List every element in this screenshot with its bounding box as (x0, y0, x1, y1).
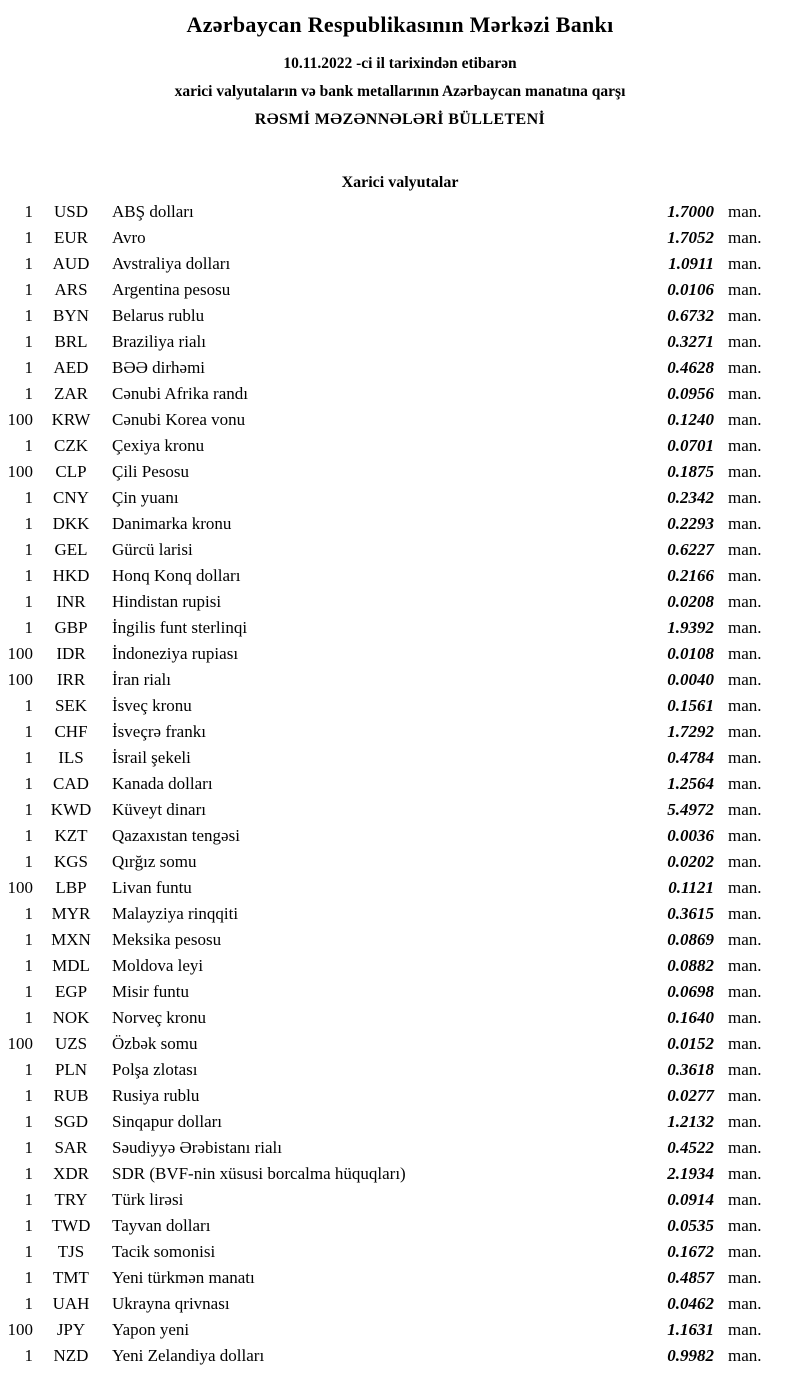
currency-quantity: 1 (24, 1242, 33, 1261)
table-row (0, 1291, 800, 1317)
currency-rate: 1.2564 (667, 774, 714, 793)
currency-unit: man. (728, 644, 762, 663)
currency-code: USD (53, 202, 88, 221)
currency-code: CHF (54, 722, 88, 741)
currency-rate: 0.1672 (667, 1242, 714, 1261)
currency-name: Qırğız somu (112, 852, 197, 871)
currency-unit: man. (728, 566, 762, 585)
currency-code: BRL (54, 332, 88, 351)
currency-code: TRY (54, 1190, 88, 1209)
table-row (0, 459, 800, 485)
currency-unit: man. (728, 1320, 762, 1339)
currency-quantity: 1 (24, 228, 33, 247)
currency-rate: 1.1631 (667, 1320, 714, 1339)
currency-name: Danimarka kronu (112, 514, 232, 533)
currency-code: EUR (54, 228, 88, 247)
currency-quantity: 1 (24, 1164, 33, 1183)
table-row (0, 1005, 800, 1031)
table-row (0, 719, 800, 745)
currency-unit: man. (728, 670, 762, 689)
currency-quantity: 1 (24, 488, 33, 507)
currency-rate: 0.0869 (667, 930, 714, 949)
currency-quantity: 1 (24, 540, 33, 559)
currency-quantity: 1 (24, 1086, 33, 1105)
currency-code: ARS (54, 280, 88, 299)
document-header (0, 0, 800, 134)
currency-unit: man. (728, 722, 762, 741)
currency-name: Ukrayna qrivnası (112, 1294, 230, 1313)
currency-code: NZD (53, 1346, 89, 1365)
currency-unit: man. (728, 1190, 762, 1209)
currency-quantity: 1 (24, 306, 33, 325)
currency-name: Hindistan rupisi (112, 592, 222, 611)
currency-code: INR (56, 592, 86, 611)
currency-rate: 0.1121 (668, 878, 714, 897)
currency-code: KZT (54, 826, 88, 845)
currency-name: Yeni Zelandiya dolları (112, 1346, 265, 1365)
currency-code: CNY (53, 488, 89, 507)
currency-unit: man. (728, 228, 762, 247)
currency-quantity: 1 (24, 1138, 33, 1157)
table-row (0, 407, 800, 433)
table-row (0, 979, 800, 1005)
currency-quantity: 1 (24, 384, 33, 403)
currency-code: SGD (53, 1112, 88, 1131)
currency-quantity: 1 (24, 332, 33, 351)
currency-unit: man. (728, 540, 762, 559)
currency-quantity: 100 (7, 1320, 33, 1339)
currency-unit: man. (728, 878, 762, 897)
currency-name: Cənubi Afrika randı (112, 384, 248, 403)
currency-code: XDR (53, 1164, 89, 1183)
currency-code: SEK (54, 696, 88, 715)
subtitle-date: 10.11.2022 -ci il tarixindən etibarən (283, 55, 517, 72)
currency-unit: man. (728, 1242, 762, 1261)
currency-name: Avro (112, 228, 146, 247)
currency-quantity: 1 (24, 826, 33, 845)
table-row (0, 927, 800, 953)
currency-code: CLP (55, 462, 87, 481)
currency-quantity: 1 (24, 1060, 33, 1079)
currency-rate: 1.0911 (668, 254, 714, 273)
table-row (0, 277, 800, 303)
currency-quantity: 1 (24, 618, 33, 637)
currency-name: Argentina pesosu (112, 280, 231, 299)
currency-unit: man. (728, 800, 762, 819)
currency-code: TWD (51, 1216, 91, 1235)
currency-rate: 0.0208 (667, 592, 714, 611)
table-row (0, 251, 800, 277)
currency-rate: 0.2166 (667, 566, 714, 585)
currency-rate: 0.4522 (667, 1138, 714, 1157)
currency-rate: 0.1875 (667, 462, 714, 481)
currency-code: AUD (52, 254, 90, 273)
currency-name: Çexiya kronu (112, 436, 205, 455)
currency-name: Gürcü larisi (112, 540, 193, 559)
table-row (0, 641, 800, 667)
currency-quantity: 1 (24, 254, 33, 273)
table-row (0, 849, 800, 875)
currency-name: Çili Pesosu (112, 462, 189, 481)
currency-name: Qazaxıstan tengəsi (112, 826, 240, 845)
currency-rate: 0.3615 (667, 904, 714, 923)
table-row (0, 875, 800, 901)
table-row (0, 225, 800, 251)
currency-name: Livan funtu (112, 878, 192, 897)
currency-unit: man. (728, 1346, 762, 1365)
currency-unit: man. (728, 514, 762, 533)
currency-name: Sinqapur dolları (112, 1112, 223, 1131)
currency-rate: 0.0040 (667, 670, 714, 689)
currency-code: KRW (51, 410, 91, 429)
currency-unit: man. (728, 358, 762, 377)
currency-unit: man. (728, 904, 762, 923)
table-row (0, 797, 800, 823)
currency-quantity: 1 (24, 202, 33, 221)
table-row (0, 667, 800, 693)
currency-rate: 0.6732 (667, 306, 714, 325)
currency-code: SAR (54, 1138, 88, 1157)
table-row (0, 693, 800, 719)
currency-name: Belarus rublu (112, 306, 205, 325)
currency-quantity: 100 (7, 644, 33, 663)
table-row (0, 1317, 800, 1343)
currency-quantity: 1 (24, 436, 33, 455)
subtitle-bulletin: RƏSMİ MƏZƏNNƏLƏRİ BÜLLETENİ (254, 111, 546, 128)
currency-rate: 1.7052 (667, 228, 714, 247)
currency-unit: man. (728, 306, 762, 325)
table-row (0, 589, 800, 615)
currency-code: GBP (54, 618, 88, 637)
currency-unit: man. (728, 280, 762, 299)
currency-unit: man. (728, 1268, 762, 1287)
currency-quantity: 1 (24, 1268, 33, 1287)
currency-quantity: 1 (24, 1008, 33, 1027)
table-row (0, 1161, 800, 1187)
currency-rate: 0.0036 (667, 826, 714, 845)
table-row (0, 1109, 800, 1135)
currency-rate: 0.0152 (667, 1034, 714, 1053)
currency-code: MXN (51, 930, 91, 949)
currency-unit: man. (728, 488, 762, 507)
currency-unit: man. (728, 592, 762, 611)
page-title: Azərbaycan Respublikasının Mərkəzi Bankı (186, 12, 614, 37)
table-row (0, 823, 800, 849)
currency-quantity: 1 (24, 696, 33, 715)
currency-code: IDR (56, 644, 86, 663)
currency-quantity: 1 (24, 748, 33, 767)
currency-unit: man. (728, 982, 762, 1001)
currency-code: TMT (53, 1268, 89, 1287)
currency-rate: 1.9392 (667, 618, 714, 637)
currency-code: GEL (54, 540, 88, 559)
table-row (0, 745, 800, 771)
currency-name: Meksika pesosu (112, 930, 222, 949)
currency-rate: 0.0535 (667, 1216, 714, 1235)
table-row (0, 1083, 800, 1109)
currency-rate: 0.0882 (667, 956, 714, 975)
currency-name: İsveç kronu (112, 696, 192, 715)
currency-name: Moldova leyi (112, 956, 204, 975)
table-row (0, 1031, 800, 1057)
currency-name: Norveç kronu (112, 1008, 206, 1027)
currency-unit: man. (728, 1008, 762, 1027)
currency-unit: man. (728, 1138, 762, 1157)
currency-code: KWD (50, 800, 92, 819)
table-row (0, 329, 800, 355)
currency-quantity: 1 (24, 566, 33, 585)
currency-name: Honq Konq dolları (112, 566, 241, 585)
currency-rate: 0.4784 (667, 748, 714, 767)
currency-name: İsrail şekeli (112, 748, 191, 767)
table-row (0, 355, 800, 381)
currency-name: BƏƏ dirhəmi (112, 358, 206, 377)
currency-code: AED (53, 358, 89, 377)
currency-rate: 0.0202 (667, 852, 714, 871)
currency-rate: 0.0106 (667, 280, 714, 299)
currency-rate: 0.0698 (667, 982, 714, 1001)
currency-code: UAH (52, 1294, 90, 1313)
table-row (0, 953, 800, 979)
table-row (0, 1239, 800, 1265)
table-row (0, 1187, 800, 1213)
currency-name: Tacik somonisi (112, 1242, 216, 1261)
currency-quantity: 1 (24, 852, 33, 871)
currency-name: Malayziya rinqqiti (112, 904, 239, 923)
currency-code: UZS (54, 1034, 88, 1053)
currency-unit: man. (728, 384, 762, 403)
currency-rate: 0.2342 (667, 488, 714, 507)
currency-name: Tayvan dolları (112, 1216, 211, 1235)
table-row (0, 1057, 800, 1083)
currency-unit: man. (728, 1294, 762, 1313)
currency-quantity: 100 (7, 878, 33, 897)
currency-code: DKK (52, 514, 90, 533)
currency-code: CAD (53, 774, 89, 793)
currency-quantity: 1 (24, 1294, 33, 1313)
currency-code: TJS (57, 1242, 85, 1261)
currency-unit: man. (728, 1112, 762, 1131)
currency-code: ZAR (54, 384, 88, 403)
currency-quantity: 100 (7, 1034, 33, 1053)
currency-rate: 0.0462 (667, 1294, 714, 1313)
table-row (0, 563, 800, 589)
currency-name: Küveyt dinarı (112, 800, 206, 819)
currency-unit: man. (728, 930, 762, 949)
section-title-foreign-currencies: Xarici valyutalar (341, 174, 459, 191)
currency-quantity: 100 (7, 670, 33, 689)
currency-name: Çin yuanı (112, 488, 179, 507)
currency-code: PLN (54, 1060, 88, 1079)
table-row (0, 1213, 800, 1239)
currency-rate: 0.6227 (667, 540, 714, 559)
currency-code: EGP (54, 982, 88, 1001)
currency-code: KGS (53, 852, 88, 871)
table-row (0, 485, 800, 511)
table-row (0, 1135, 800, 1161)
subtitle-scope: xarici valyutaların və bank metallarının Azərbaycan manatına qarşı (174, 83, 626, 100)
currency-unit: man. (728, 1216, 762, 1235)
currency-quantity: 1 (24, 982, 33, 1001)
table-row (0, 303, 800, 329)
table-row (0, 537, 800, 563)
currency-rate: 0.4628 (667, 358, 714, 377)
currency-code: LBP (55, 878, 87, 897)
currency-quantity: 1 (24, 904, 33, 923)
currency-code: MDL (52, 956, 90, 975)
currency-name: Kanada dolları (112, 774, 213, 793)
currency-unit: man. (728, 1164, 762, 1183)
table-row (0, 615, 800, 641)
currency-rate: 0.1240 (667, 410, 714, 429)
currency-rate: 1.2132 (667, 1112, 714, 1131)
table-row (0, 199, 800, 225)
currency-name: SDR (BVF-nin xüsusi borcalma hüquqları) (112, 1164, 406, 1183)
currency-rate: 0.0277 (667, 1086, 714, 1105)
currency-rate: 0.2293 (667, 514, 714, 533)
currency-quantity: 1 (24, 930, 33, 949)
currency-unit: man. (728, 774, 762, 793)
currency-unit: man. (728, 436, 762, 455)
currency-rate: 0.1640 (667, 1008, 714, 1027)
currency-name: Polşa zlotası (112, 1060, 198, 1079)
currency-quantity: 1 (24, 1112, 33, 1131)
currency-quantity: 1 (24, 1190, 33, 1209)
currency-rate: 1.7000 (667, 202, 714, 221)
currency-name: İran rialı (112, 670, 171, 689)
currency-unit: man. (728, 618, 762, 637)
currency-name: Səudiyyə Ərəbistanı rialı (112, 1138, 282, 1157)
currency-unit: man. (728, 748, 762, 767)
currency-rate: 5.4972 (667, 800, 714, 819)
currency-unit: man. (728, 1034, 762, 1053)
currency-unit: man. (728, 956, 762, 975)
currency-code: MYR (51, 904, 91, 923)
currency-name: Özbək somu (112, 1034, 198, 1053)
currency-unit: man. (728, 332, 762, 351)
table-row (0, 381, 800, 407)
currency-rate: 0.3271 (667, 332, 714, 351)
currency-rate: 0.0914 (667, 1190, 714, 1209)
currency-name: ABŞ dolları (112, 202, 194, 221)
currency-code: IRR (56, 670, 86, 689)
currency-rate: 0.0701 (667, 436, 714, 455)
currency-name: İndoneziya rupiası (112, 644, 239, 663)
currency-rate: 0.1561 (667, 696, 714, 715)
currency-name: Yeni türkmən manatı (112, 1268, 255, 1287)
currency-name: İngilis funt sterlinqi (112, 618, 248, 637)
currency-rate: 2.1934 (667, 1164, 714, 1183)
currency-rate: 0.9982 (667, 1346, 714, 1365)
currency-unit: man. (728, 410, 762, 429)
currency-quantity: 1 (24, 358, 33, 377)
currency-unit: man. (728, 462, 762, 481)
currency-rate: 0.4857 (667, 1268, 714, 1287)
currency-code: HKD (52, 566, 90, 585)
currency-unit: man. (728, 254, 762, 273)
currency-code: BYN (53, 306, 89, 325)
currency-code: RUB (53, 1086, 89, 1105)
currency-quantity: 100 (7, 410, 33, 429)
currency-unit: man. (728, 696, 762, 715)
currency-quantity: 100 (7, 462, 33, 481)
currency-unit: man. (728, 1060, 762, 1079)
currency-quantity: 1 (24, 1346, 33, 1365)
currency-unit: man. (728, 852, 762, 871)
currency-rate: 0.0956 (667, 384, 714, 403)
currency-quantity: 1 (24, 280, 33, 299)
currency-rate: 0.3618 (667, 1060, 714, 1079)
table-row (0, 1265, 800, 1291)
currency-unit: man. (728, 202, 762, 221)
currency-name: Avstraliya dolları (112, 254, 231, 273)
currency-rate: 1.7292 (667, 722, 714, 741)
currency-code: NOK (52, 1008, 90, 1027)
currency-code: JPY (56, 1320, 86, 1339)
currency-unit: man. (728, 826, 762, 845)
currency-name: Rusiya rublu (112, 1086, 200, 1105)
currency-code: CZK (54, 436, 88, 455)
currency-code: ILS (58, 748, 84, 767)
table-row (0, 511, 800, 537)
table-row (0, 901, 800, 927)
currency-quantity: 1 (24, 800, 33, 819)
currency-name: İsveçrə frankı (112, 722, 206, 741)
currency-quantity: 1 (24, 514, 33, 533)
currency-name: Braziliya rialı (112, 332, 206, 351)
currency-name: Yapon yeni (112, 1320, 190, 1339)
currency-quantity: 1 (24, 1216, 33, 1235)
currency-name: Türk lirəsi (112, 1190, 184, 1209)
currency-name: Misir funtu (112, 982, 189, 1001)
currency-unit: man. (728, 1086, 762, 1105)
table-row (0, 433, 800, 459)
currency-quantity: 1 (24, 774, 33, 793)
currency-rate: 0.0108 (667, 644, 714, 663)
currency-quantity: 1 (24, 592, 33, 611)
currency-quantity: 1 (24, 956, 33, 975)
currency-name: Cənubi Korea vonu (112, 410, 246, 429)
table-row (0, 771, 800, 797)
currency-quantity: 1 (24, 722, 33, 741)
table-row (0, 1343, 800, 1369)
rates-table (0, 199, 800, 1369)
